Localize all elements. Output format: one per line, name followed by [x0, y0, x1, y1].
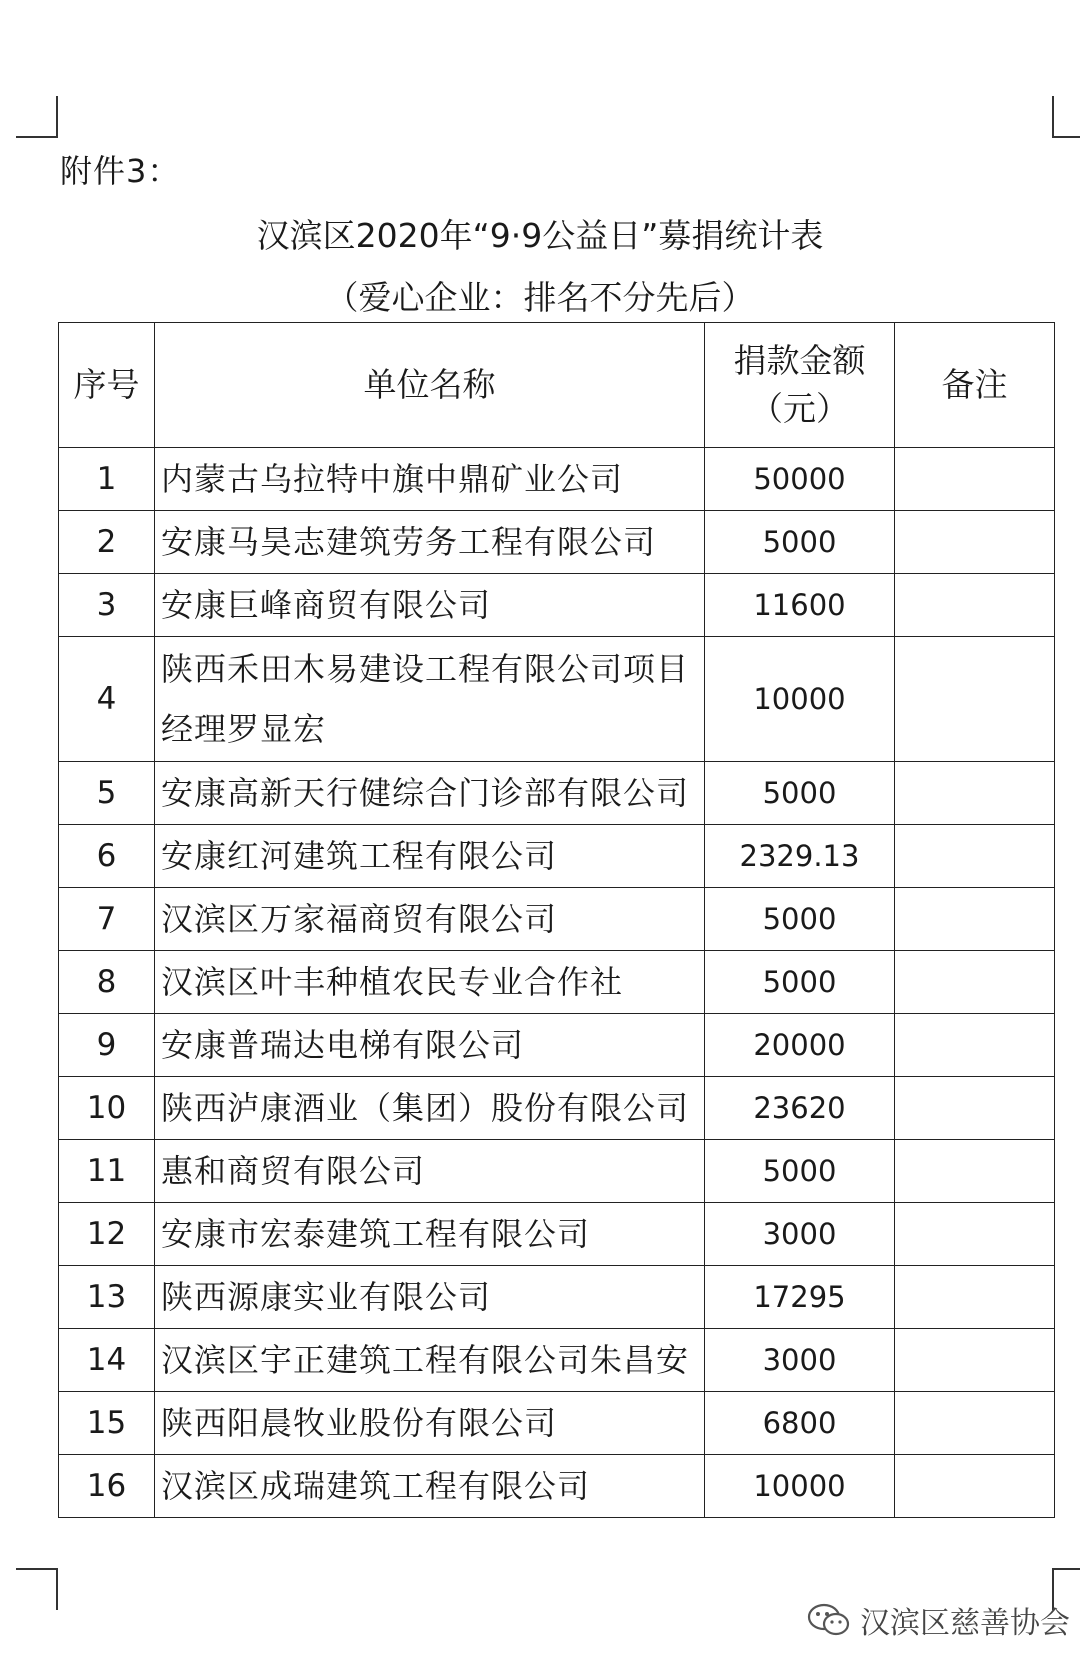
- row-index: 5: [59, 762, 155, 825]
- row-amount: 5000: [705, 888, 895, 951]
- donation-table: [58, 322, 1055, 1518]
- row-amount: 17295: [705, 1266, 895, 1329]
- table-row: [59, 1014, 1055, 1077]
- document-title: 汉滨区2020年“9·9公益日”募捐统计表: [256, 216, 824, 255]
- crop-mark-bottom-left: [16, 1568, 58, 1610]
- row-index: 6: [59, 825, 155, 888]
- row-name: 安康高新天行健综合门诊部有限公司: [155, 762, 705, 825]
- row-name: 安康红河建筑工程有限公司: [155, 825, 705, 888]
- row-amount: 10000: [705, 637, 895, 762]
- row-name: 内蒙古乌拉特中旗中鼎矿业公司: [155, 448, 705, 511]
- row-remark: [895, 448, 1055, 511]
- row-remark: [895, 574, 1055, 637]
- table-row: [59, 1329, 1055, 1392]
- row-amount: 11600: [705, 574, 895, 637]
- row-remark: [895, 1014, 1055, 1077]
- row-remark: [895, 637, 1055, 762]
- table-row: [59, 448, 1055, 511]
- row-index: 2: [59, 511, 155, 574]
- row-remark: [895, 1329, 1055, 1392]
- row-remark: [895, 1266, 1055, 1329]
- table-row: [59, 1077, 1055, 1140]
- row-index: 16: [59, 1455, 155, 1518]
- table-row: [59, 511, 1055, 574]
- table-row: [59, 1392, 1055, 1455]
- table-row: [59, 1140, 1055, 1203]
- table-row: [59, 574, 1055, 637]
- row-index: 14: [59, 1329, 155, 1392]
- row-amount: 20000: [705, 1014, 895, 1077]
- row-remark: [895, 511, 1055, 574]
- header-amount-line2: （元）: [750, 389, 849, 428]
- watermark-text: 汉滨区慈善协会: [860, 1606, 1070, 1641]
- row-remark: [895, 1077, 1055, 1140]
- row-remark: [895, 1392, 1055, 1455]
- attachment-label: 附件3：: [60, 152, 181, 190]
- table-header-row: [59, 323, 1055, 448]
- row-remark: [895, 888, 1055, 951]
- row-amount: 5000: [705, 762, 895, 825]
- table-row: [59, 762, 1055, 825]
- row-name: 陕西泸康酒业（集团）股份有限公司: [155, 1077, 705, 1140]
- row-index: 4: [59, 637, 155, 762]
- row-remark: [895, 1203, 1055, 1266]
- row-index: 13: [59, 1266, 155, 1329]
- row-name: 汉滨区成瑞建筑工程有限公司: [155, 1455, 705, 1518]
- row-index: 8: [59, 951, 155, 1014]
- table-row: [59, 1455, 1055, 1518]
- header-remark: 备注: [895, 323, 1055, 448]
- row-remark: [895, 951, 1055, 1014]
- row-amount: 6800: [705, 1392, 895, 1455]
- row-name: 陕西源康实业有限公司: [155, 1266, 705, 1329]
- row-amount: 23620: [705, 1077, 895, 1140]
- row-index: 15: [59, 1392, 155, 1455]
- row-amount: 5000: [705, 951, 895, 1014]
- row-amount: 50000: [705, 448, 895, 511]
- row-remark: [895, 1140, 1055, 1203]
- row-amount: 5000: [705, 1140, 895, 1203]
- row-index: 12: [59, 1203, 155, 1266]
- row-amount: 2329.13: [705, 825, 895, 888]
- row-name: 汉滨区宇正建筑工程有限公司朱昌安: [155, 1329, 705, 1392]
- header-amount: [705, 323, 895, 448]
- row-amount: 5000: [705, 511, 895, 574]
- table-row: [59, 888, 1055, 951]
- row-amount: 10000: [705, 1455, 895, 1518]
- header-amount-line1: 捐款金额: [733, 341, 866, 380]
- crop-mark-top-left: [16, 96, 58, 138]
- table-body: [59, 448, 1055, 1518]
- row-name: 汉滨区万家福商贸有限公司: [155, 888, 705, 951]
- table-row: [59, 951, 1055, 1014]
- row-remark: [895, 825, 1055, 888]
- table-row: [59, 637, 1055, 762]
- row-name: 安康巨峰商贸有限公司: [155, 574, 705, 637]
- row-name: 安康市宏泰建筑工程有限公司: [155, 1203, 705, 1266]
- row-name: 陕西阳晨牧业股份有限公司: [155, 1392, 705, 1455]
- table-row: [59, 1203, 1055, 1266]
- row-name: 惠和商贸有限公司: [155, 1140, 705, 1203]
- row-name: 安康马昊志建筑劳务工程有限公司: [155, 511, 705, 574]
- header-index: 序号: [59, 323, 155, 448]
- table-row: [59, 825, 1055, 888]
- row-name: 陕西禾田木易建设工程有限公司项目经理罗显宏: [155, 637, 705, 762]
- row-index: 7: [59, 888, 155, 951]
- row-name: 汉滨区叶丰种植农民专业合作社: [155, 951, 705, 1014]
- row-index: 1: [59, 448, 155, 511]
- document-subtitle: （爱心企业：排名不分先后）: [325, 278, 755, 317]
- row-index: 9: [59, 1014, 155, 1077]
- watermark: [806, 1598, 1070, 1642]
- wechat-icon: [806, 1602, 852, 1638]
- row-name: 安康普瑞达电梯有限公司: [155, 1014, 705, 1077]
- header-name: 单位名称: [155, 323, 705, 448]
- row-index: 10: [59, 1077, 155, 1140]
- row-index: 3: [59, 574, 155, 637]
- row-amount: 3000: [705, 1329, 895, 1392]
- row-index: 11: [59, 1140, 155, 1203]
- row-remark: [895, 762, 1055, 825]
- table-row: [59, 1266, 1055, 1329]
- row-amount: 3000: [705, 1203, 895, 1266]
- crop-mark-top-right: [1052, 96, 1080, 138]
- row-remark: [895, 1455, 1055, 1518]
